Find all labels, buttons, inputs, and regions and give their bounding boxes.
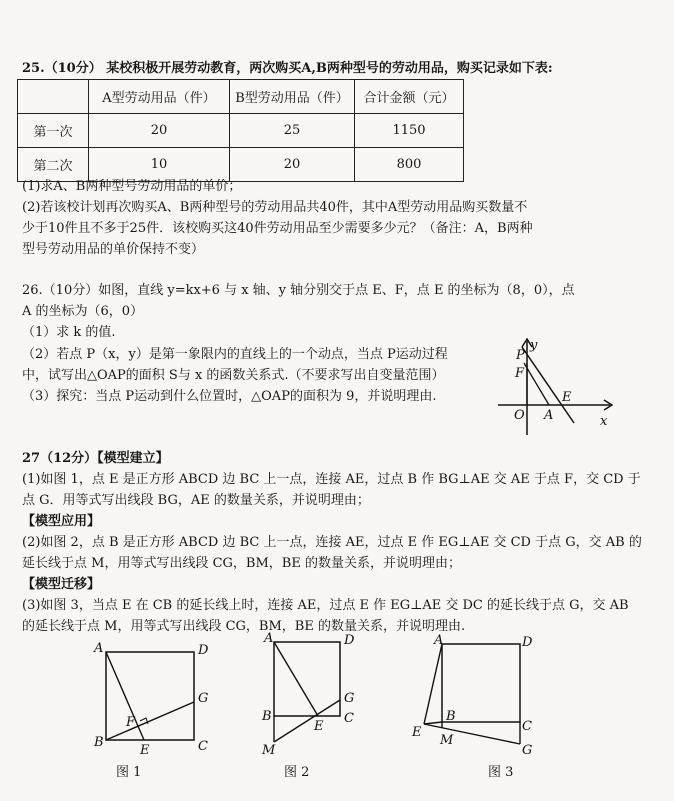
table-cell: 1150 [355,114,464,148]
label-c: C [198,739,208,754]
figure-2-caption: 图 2 [284,765,310,780]
q27-part1-line2: 点 G．用等式写出线段 BG，AE 的数量关系，并说明理由； [22,493,370,508]
table-header-cell: 合计金额（元） [355,80,464,114]
table-header-cell: A型劳动用品（件） [89,80,230,114]
q25-header: 25.（10分） 某校积极开展劳动教育，两次购买A,B两种型号的劳动用品，购买记录如下表: [22,61,553,76]
table-cell: 25 [230,114,355,148]
label-x: x [600,414,608,429]
extension-cb [424,722,442,724]
table-row [18,148,464,182]
q26-coordinate-figure [494,335,616,443]
label-a: A [434,633,444,648]
figure-2 [258,630,368,760]
label-e: E [412,725,422,740]
segment-bg [106,702,194,740]
label-e: E [140,743,150,758]
label-y: y [530,338,538,353]
figure-3-caption: 图 3 [488,765,514,780]
q27-header: 27（12分）【模型建立】 [22,451,169,466]
label-o: O [514,408,525,423]
label-g: G [198,691,209,706]
label-b: B [262,709,272,724]
label-e: E [562,390,572,405]
label-g: G [522,743,533,758]
table-cell: 10 [89,148,230,182]
q26-part2-line1: （2）若点 P（x，y）是第一象限内的直线上的一个动点，当点 P运动过程 [22,347,448,362]
q25-part2-line2: 少于10件且不多于25件．该校购买这40件劳动用品至少需要多少元？（备注：A，B两种 [22,221,533,236]
square-abcd [274,642,340,716]
q27-part2-line1: (2)如图 2，点 B 是正方形 ABCD 边 BC 上一点，连接 AE，过点 E 作 EG⊥AE 交 CD 于点 G，交 AB 的 [22,535,642,550]
label-f: F [126,715,136,730]
label-g: G [344,691,355,706]
table-cell: 20 [89,114,230,148]
label-a: A [544,408,554,423]
q25-part2-line3: 型号劳动用品的单价保持不变） [22,242,205,257]
table-cell: 20 [230,148,355,182]
segment-mg [274,700,340,742]
label-d: D [344,633,355,648]
q27-section-model-transfer: 【模型迁移】 [22,577,101,592]
q26-line1: 26.（10分）如图，直线 y=kx+6 与 x 轴、y 轴分别交于点 E、F，点 E 的坐标为（8，0），点 [22,283,575,298]
q27-part3-line1: (3)如图 3，当点 E 在 CB 的延长线上时，连接 AE，过点 E 作 EG⊥AE 交 DC 的延长线于点 G，交 AB [22,598,629,613]
segment-ae [424,644,442,724]
label-a: A [94,641,104,656]
square-abcd [106,652,194,740]
segment-ae [274,642,318,716]
table-header-row [18,80,464,114]
label-b: B [446,709,456,724]
label-p: P [516,348,525,363]
label-f: F [515,366,525,381]
label-c: C [344,711,354,726]
figure-1-caption: 图 1 [116,765,142,780]
label-d: D [198,643,209,658]
q26-line2: A 的坐标为（6，0） [22,304,144,319]
label-d: D [522,635,533,650]
figure-3 [406,630,546,760]
q26-part3: （3）探究：当点 P运动到什么位置时，△OAP的面积为 9，并说明理由. [22,389,437,404]
table-header-cell [18,80,89,114]
q25-part2-line1: (2)若该校计划再次购买A、B两种型号的劳动用品共40件，其中A型劳动用品购买数量不 [22,200,528,215]
table-header-cell: B型劳动用品（件） [230,80,355,114]
label-a: A [264,631,274,646]
q26-part1: （1）求 k 的值. [22,325,116,340]
label-e: E [314,719,324,734]
table-cell: 第一次 [18,114,89,148]
segment-eg [424,724,520,744]
label-m: M [262,743,276,758]
q27-part3-line2: 的延长线于点 M，用等式写出线段 CG，BM，BE 的数量关系，并说明理由. [22,619,466,634]
table-cell: 800 [355,148,464,182]
q27-part1-line1: (1)如图 1，点 E 是正方形 ABCD 边 BC 上一点，连接 AE，过点 B 作 BG⊥AE 交 AE 于点 F，交 CD 于 [22,472,641,487]
purchase-record-table [17,79,464,182]
q26-part2-line2: 中，试写出△OAP的面积 S与 x 的函数关系式.（不要求写出自变量范围） [22,368,445,383]
q27-part2-line2: 延长线于点 M，用等式写出线段 CG，BM，BE 的数量关系，并说明理由； [22,556,461,571]
q25-part1: (1)求A、B两种型号劳动用品的单价； [22,179,242,194]
q27-section-model-application: 【模型应用】 [22,514,101,529]
figure-1 [88,636,218,760]
table-cell: 第二次 [18,148,89,182]
label-c: C [522,719,532,734]
label-m: M [440,733,454,748]
table-row [18,114,464,148]
label-b: B [94,735,104,750]
